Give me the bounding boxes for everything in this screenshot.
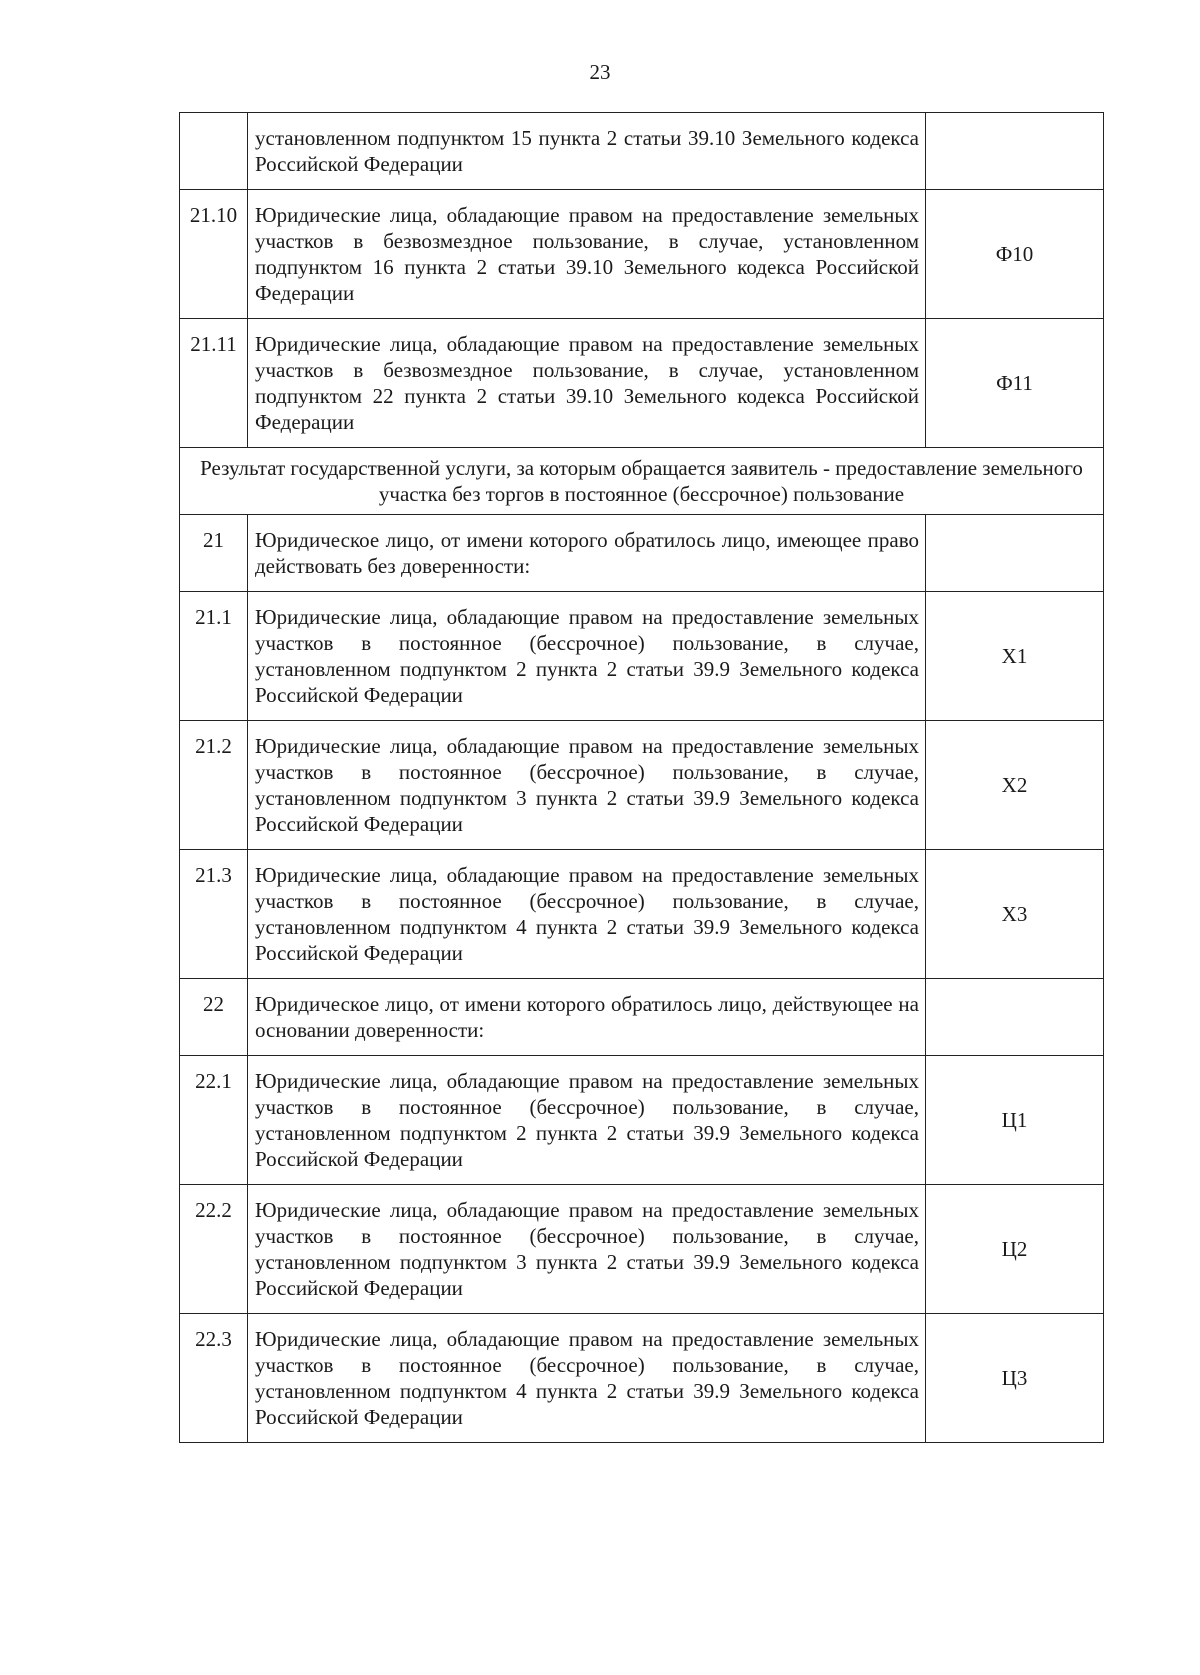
- table-row: [180, 850, 1104, 979]
- row-description: Юридические лица, обладающие правом на предоставление земельных участков в постоянное (бессрочное) пользование, в случае, установленном подпунктом 2 пункта 2 статьи 39.9 Земельного кодекса Российской Федерации: [248, 592, 926, 721]
- table-row: [180, 1185, 1104, 1314]
- row-description: Юридические лица, обладающие правом на предоставление земельных участков в постоянное (бессрочное) пользование, в случае, установленном подпунктом 2 пункта 2 статьи 39.9 Земельного кодекса Российской Федерации: [248, 1056, 926, 1185]
- row-number: 22: [180, 979, 248, 1056]
- row-description: установленном подпунктом 15 пункта 2 статьи 39.10 Земельного кодекса Российской Федерации: [248, 113, 926, 190]
- row-description: Юридические лица, обладающие правом на предоставление земельных участков в постоянное (бессрочное) пользование, в случае, установленном подпунктом 4 пункта 2 статьи 39.9 Земельного кодекса Российской Федерации: [248, 850, 926, 979]
- row-number: [180, 113, 248, 190]
- table-row: [180, 113, 1104, 190]
- row-number: 21.3: [180, 850, 248, 979]
- row-number: 22.3: [180, 1314, 248, 1443]
- table-row: [180, 190, 1104, 319]
- section-heading: Результат государственной услуги, за которым обращается заявитель - предоставление земельного участка без торгов в постоянное (бессрочное) пользование: [180, 448, 1104, 515]
- row-number: 22.2: [180, 1185, 248, 1314]
- row-description: Юридические лица, обладающие правом на предоставление земельных участков в постоянное (бессрочное) пользование, в случае, установленном подпунктом 3 пункта 2 статьи 39.9 Земельного кодекса Российской Федерации: [248, 1185, 926, 1314]
- row-number: 21.11: [180, 319, 248, 448]
- row-code: [926, 979, 1104, 1056]
- row-code: Х1: [926, 592, 1104, 721]
- row-description: Юридические лица, обладающие правом на предоставление земельных участков в постоянное (бессрочное) пользование, в случае, установленном подпунктом 3 пункта 2 статьи 39.9 Земельного кодекса Российской Федерации: [248, 721, 926, 850]
- row-code: Х3: [926, 850, 1104, 979]
- table-row: [180, 515, 1104, 592]
- table-row: [180, 979, 1104, 1056]
- document-table: [179, 112, 1104, 1443]
- table-row: [180, 721, 1104, 850]
- section-header-row: [180, 448, 1104, 515]
- row-description: Юридические лица, обладающие правом на предоставление земельных участков в безвозмездное пользование, в случае, установленном подпунктом 16 пункта 2 статьи 39.10 Земельного кодекса Российской Федерации: [248, 190, 926, 319]
- row-description: Юридические лица, обладающие правом на предоставление земельных участков в безвозмездное пользование, в случае, установленном подпунктом 22 пункта 2 статьи 39.10 Земельного кодекса Российской Федерации: [248, 319, 926, 448]
- row-description: Юридическое лицо, от имени которого обратилось лицо, действующее на основании доверенности:: [248, 979, 926, 1056]
- row-number: 21.10: [180, 190, 248, 319]
- row-description: Юридическое лицо, от имени которого обратилось лицо, имеющее право действовать без доверенности:: [248, 515, 926, 592]
- table-row: [180, 319, 1104, 448]
- row-code: Ф10: [926, 190, 1104, 319]
- row-number: 22.1: [180, 1056, 248, 1185]
- row-code: [926, 113, 1104, 190]
- table-row: [180, 1314, 1104, 1443]
- row-code: Ф11: [926, 319, 1104, 448]
- row-number: 21.2: [180, 721, 248, 850]
- table-row: [180, 592, 1104, 721]
- page-number: 23: [589, 60, 611, 84]
- row-code: Ц1: [926, 1056, 1104, 1185]
- row-code: Ц3: [926, 1314, 1104, 1443]
- table-row: [180, 1056, 1104, 1185]
- row-code: [926, 515, 1104, 592]
- row-number: 21.1: [180, 592, 248, 721]
- row-description: Юридические лица, обладающие правом на предоставление земельных участков в постоянное (бессрочное) пользование, в случае, установленном подпунктом 4 пункта 2 статьи 39.9 Земельного кодекса Российской Федерации: [248, 1314, 926, 1443]
- row-code: Х2: [926, 721, 1104, 850]
- row-number: 21: [180, 515, 248, 592]
- row-code: Ц2: [926, 1185, 1104, 1314]
